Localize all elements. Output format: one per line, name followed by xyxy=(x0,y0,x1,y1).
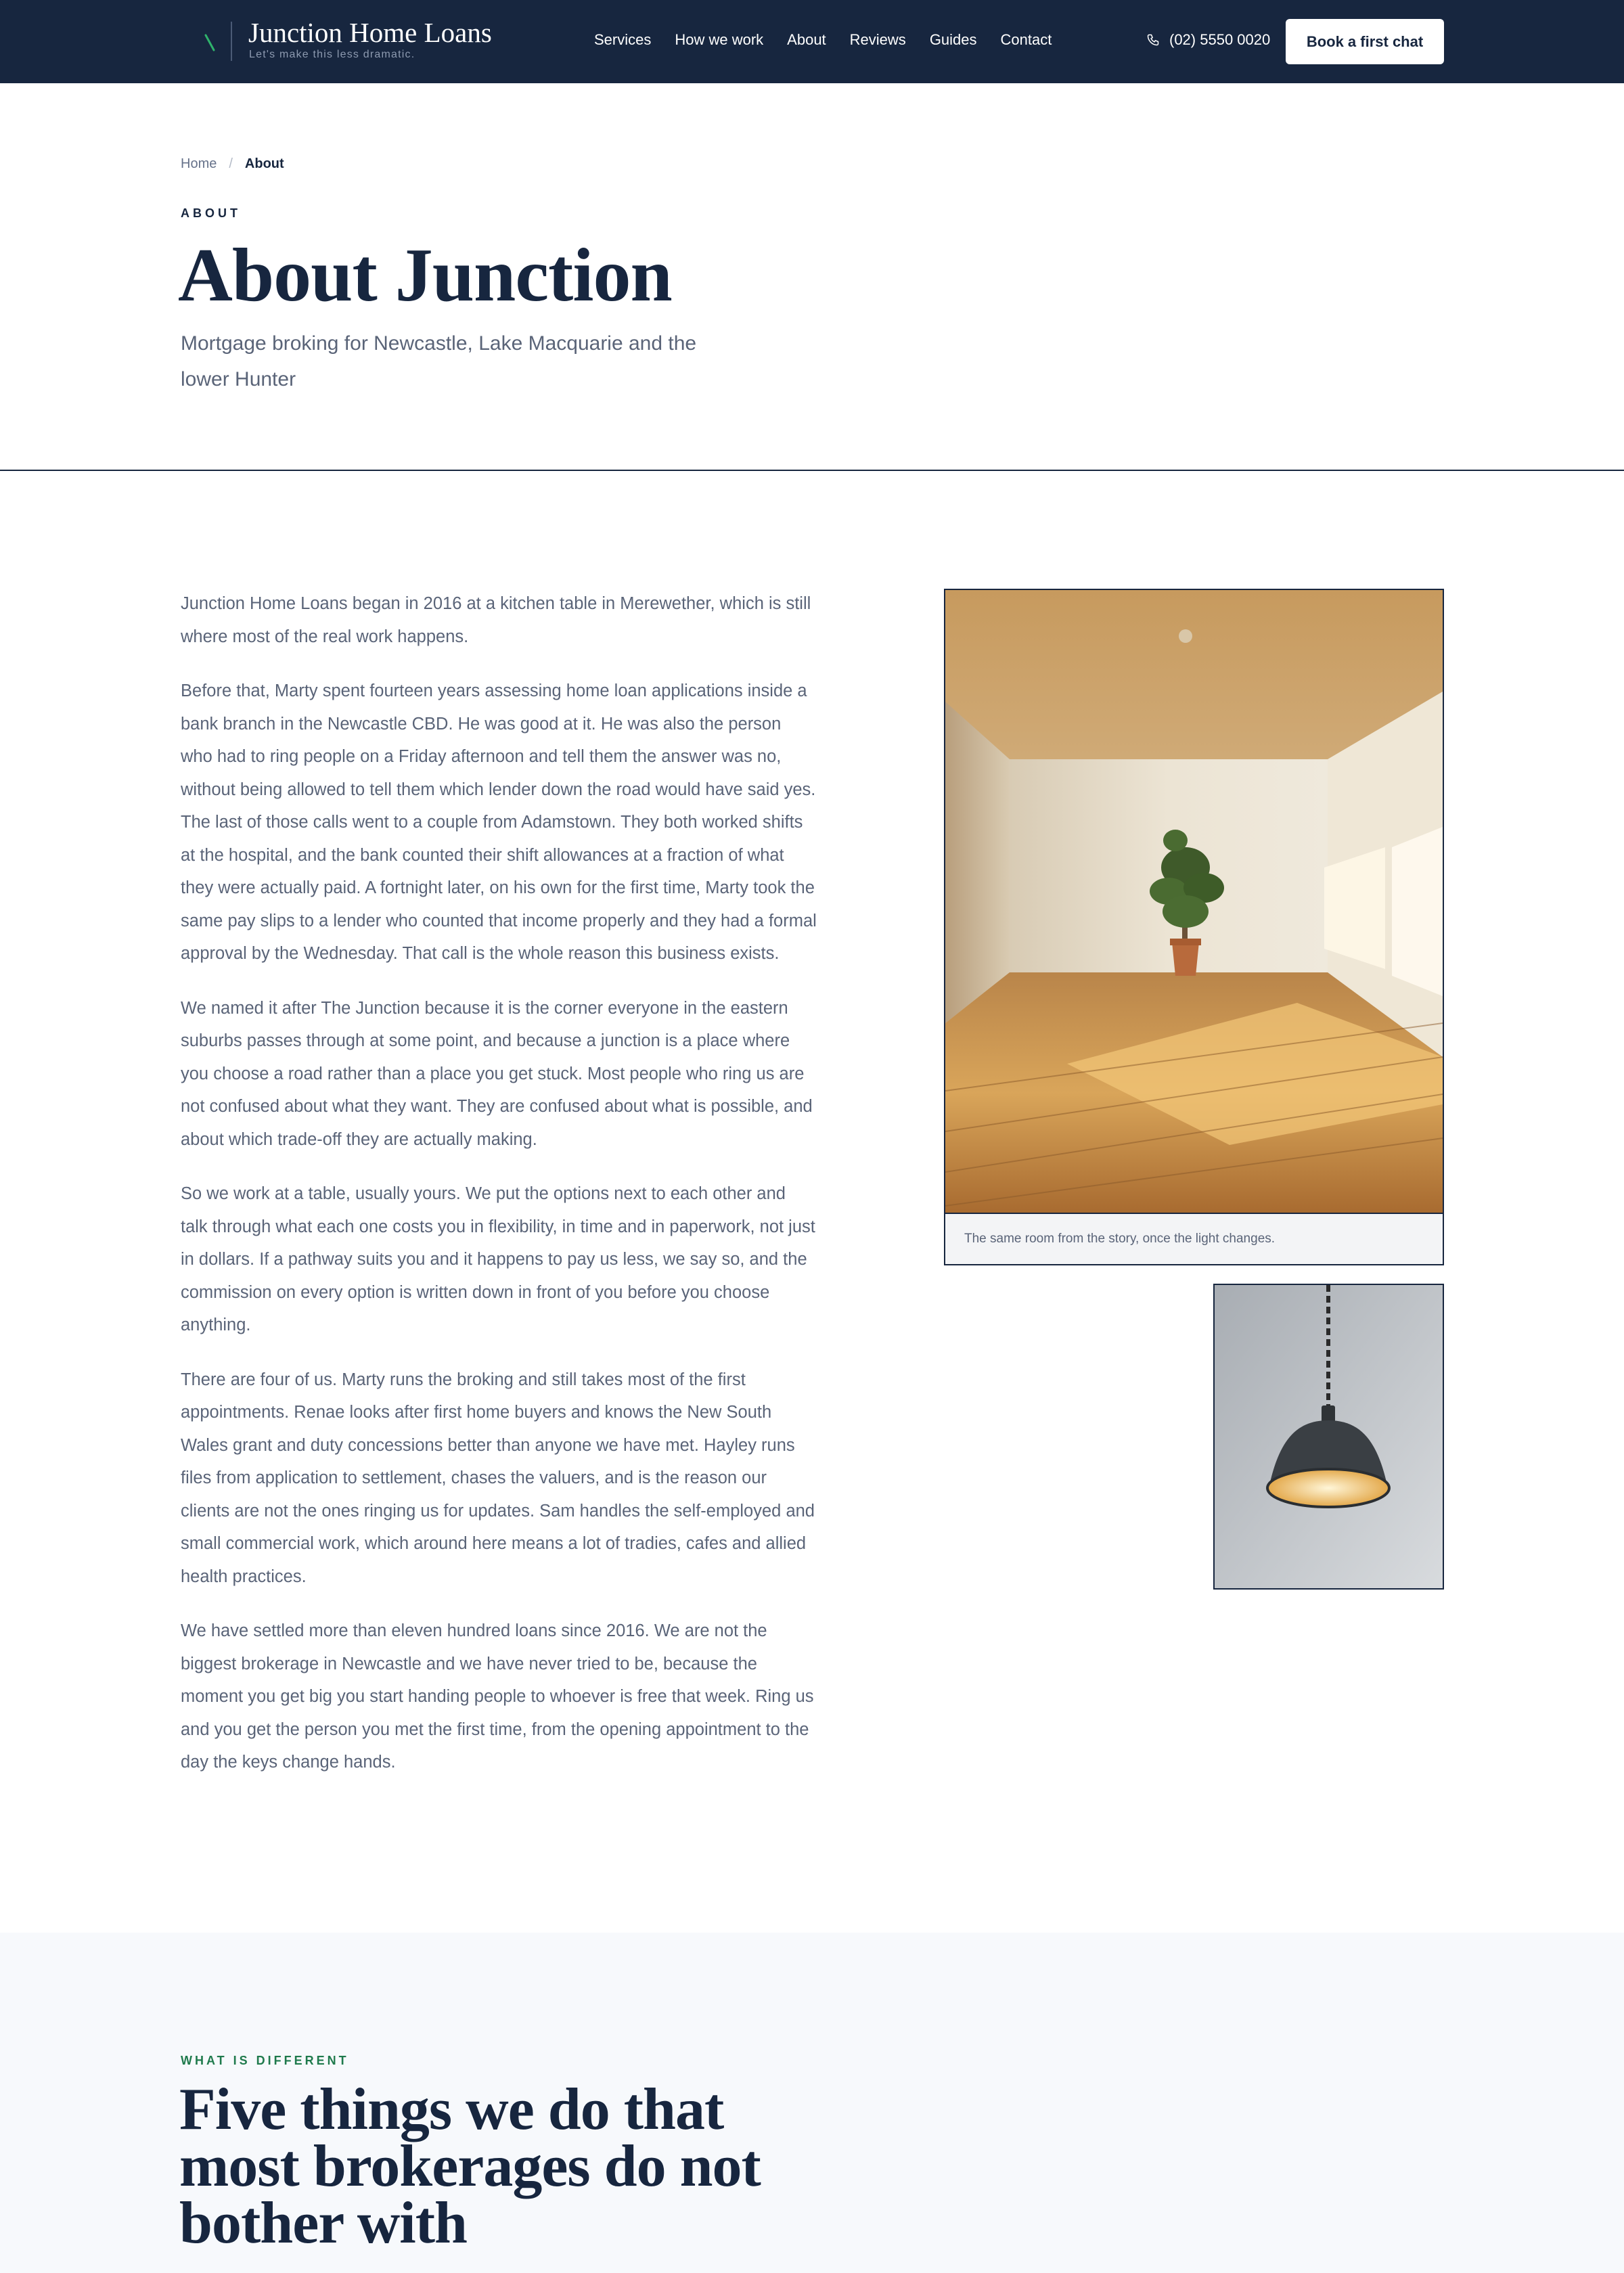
phone-number: (02) 5550 0020 xyxy=(1169,31,1271,48)
phone-icon xyxy=(1146,33,1160,47)
story-paragraph: Before that, Marty spent fourteen years assessing home loan applications inside a bank branch in the Newcastle CBD. He was good at it. He was also the person who had to ring people on a Friday afternoon and tell them the answer was no, without being allowed to tell them which lender down the road would have said yes. The last of those calls went to a couple from Adamstown. They both worked shifts at the hospital, and the bank counted their shift allowances at a fraction of what they were actually paid. A fortnight later, on his own for the first time, Marty took the same pay slips to a lender who counted that income properly and they had a formal approval by the Wednesday. That call is the whole reason this business exists. xyxy=(181,681,817,963)
nav-link-contact[interactable]: Contact xyxy=(1000,31,1052,48)
story-paragraph: Junction Home Loans began in 2016 at a kitchen table in Merewether, which is still where most of the real work happens. xyxy=(181,594,811,646)
story-paragraph: We have settled more than eleven hundred loans since 2016. We are not the biggest brokerage in Newcastle and we have never tried to be, because the moment you get big you start handing people to whoever is free that week. Ring us and you get the person you met the first time, from the opening appointment to the day the keys change hands. xyxy=(181,1621,814,1772)
brand-name[interactable]: Junction Home Loans xyxy=(248,17,492,48)
breadcrumb-separator: / xyxy=(229,156,233,171)
page-subtitle: Mortgage broking for Newcastle, Lake Macquarie and the lower Hunter xyxy=(181,332,697,390)
nav-link-services[interactable]: Services xyxy=(594,31,652,48)
nav-link-about[interactable]: About xyxy=(787,31,826,48)
room-photo xyxy=(945,590,1443,1213)
site-header xyxy=(0,0,1624,83)
main-nav xyxy=(594,28,1075,51)
room-figure xyxy=(944,589,1444,1265)
breadcrumb-home[interactable]: Home xyxy=(181,156,217,171)
story-paragraph: We named it after The Junction because it is the corner everyone in the eastern suburbs passes through at some point, and because a junction is a place where you choose a road rather than a place you get stuck. Most people who ring us are not confused about what they want. They are confused about what is possible, and about which trade-off they are actually making. xyxy=(181,998,813,1149)
room-photo-caption: The same room from the story, once the light changes. xyxy=(945,1213,1443,1264)
book-first-chat-button[interactable]: Book a first chat xyxy=(1286,19,1444,64)
breadcrumb-current: About xyxy=(244,156,284,171)
brand-tagline: Let's make this less dramatic. xyxy=(249,49,415,60)
phone-link[interactable] xyxy=(1146,28,1270,51)
nav-link-how-we-work[interactable]: How we work xyxy=(675,31,764,48)
about-story xyxy=(181,587,817,1801)
page-title: About Junction xyxy=(178,233,672,317)
section-divider xyxy=(0,470,1624,471)
page-eyebrow: ABOUT xyxy=(181,206,241,220)
story-paragraph: So we work at a table, usually yours. We put the options next to each other and talk through what each one costs you in flexibility, in time and in paperwork, not just in dollars. If a pathway suits you and it happens to pay us less, we say so, and the commission on every option is written down in front of you before you choose anything. xyxy=(181,1184,815,1334)
story-paragraph: There are four of us. Marty runs the broking and still takes most of the first appointments. Renae looks after first home buyers and knows the New South Wales grant and duty concessions better than anyone we have met. Hayley runs files from application to settlement, chases the valuers, and is the reason our clients are not the ones ringing us for updates. Sam handles the self-employed and small commercial work, which around here means a lot of tradies, cafes and allied health practices. xyxy=(181,1370,815,1586)
lamp-photo xyxy=(1213,1284,1444,1590)
breadcrumb xyxy=(181,156,284,172)
nav-link-reviews[interactable]: Reviews xyxy=(849,31,906,48)
differences-title: Five things we do that most brokerages do not bother with xyxy=(179,2077,761,2256)
differences-eyebrow: WHAT IS DIFFERENT xyxy=(181,2054,349,2067)
nav-link-guides[interactable]: Guides xyxy=(929,31,977,48)
logo-divider xyxy=(231,22,232,61)
